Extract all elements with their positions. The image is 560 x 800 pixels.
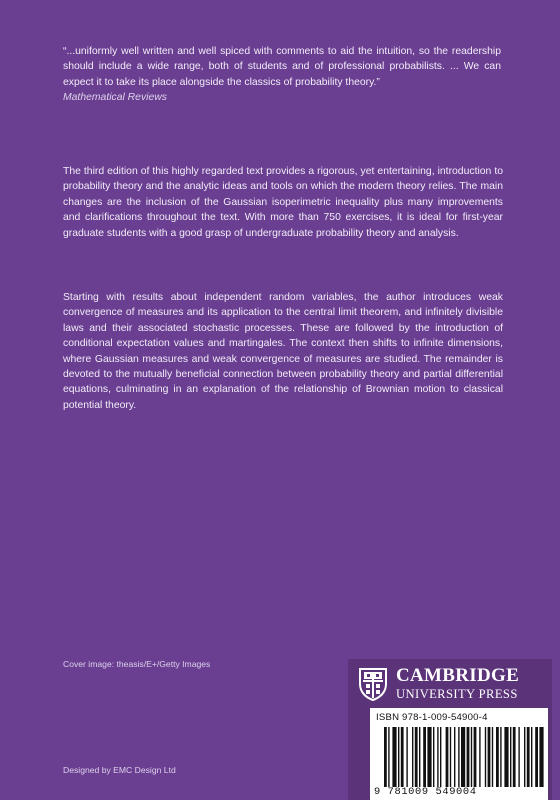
publisher-subname: UNIVERSITY PRESS	[396, 687, 518, 701]
publisher-name: CAMBRIDGE	[396, 665, 520, 686]
review-source: Mathematical Reviews	[63, 92, 167, 104]
design-credit: Designed by EMC Design Ltd	[63, 765, 176, 775]
barcode-digits: 9 781009 549004	[374, 786, 477, 798]
barcode	[384, 727, 544, 787]
cover-image-credit: Cover image: theasis/E+/Getty Images	[63, 659, 211, 669]
publisher-logo	[358, 666, 548, 706]
isbn-label: ISBN 978-1-009-54900-4	[376, 712, 488, 723]
barcode-panel	[370, 708, 548, 800]
description-paragraph-1: The third edition of this highly regarded text provides a rigorous, yet entertaining, introduction to probability theory and the analytic ideas and tools on which the modern theory relies. The main changes are the inclusion of the Gaussian isoperimetric inequality plus many improvements and clarifications throughout the text. With more than 750 exercises, it is ideal for first-year graduate students with a good grasp of undergraduate probability theory and analysis.	[63, 166, 503, 239]
review-quote-text: “...uniformly well written and well spiced with comments to aid the intuition, so the readership should include a wide range, both of students and of professional probabilists. ... We can expect it to take its place alongside the classics of probability theory.”	[63, 46, 501, 88]
university-shield-icon	[358, 667, 388, 701]
review-quote	[63, 44, 501, 106]
description-paragraph-2: Starting with results about independent random variables, the author introduces weak convergence of measures and its application to the central limit theorem, and infinitely divisible laws and their associated stochastic processes. These are followed by the introduction of conditional expectation values and martingales. The context then shifts to infinite dimensions, where Gaussian measures and weak convergence of measures are studied. The remainder is devoted to the mutually beneficial connection between probability theory and partial differential equations, culminating in an explanation of the relationship of Brownian motion to classical potential theory.	[63, 292, 503, 411]
